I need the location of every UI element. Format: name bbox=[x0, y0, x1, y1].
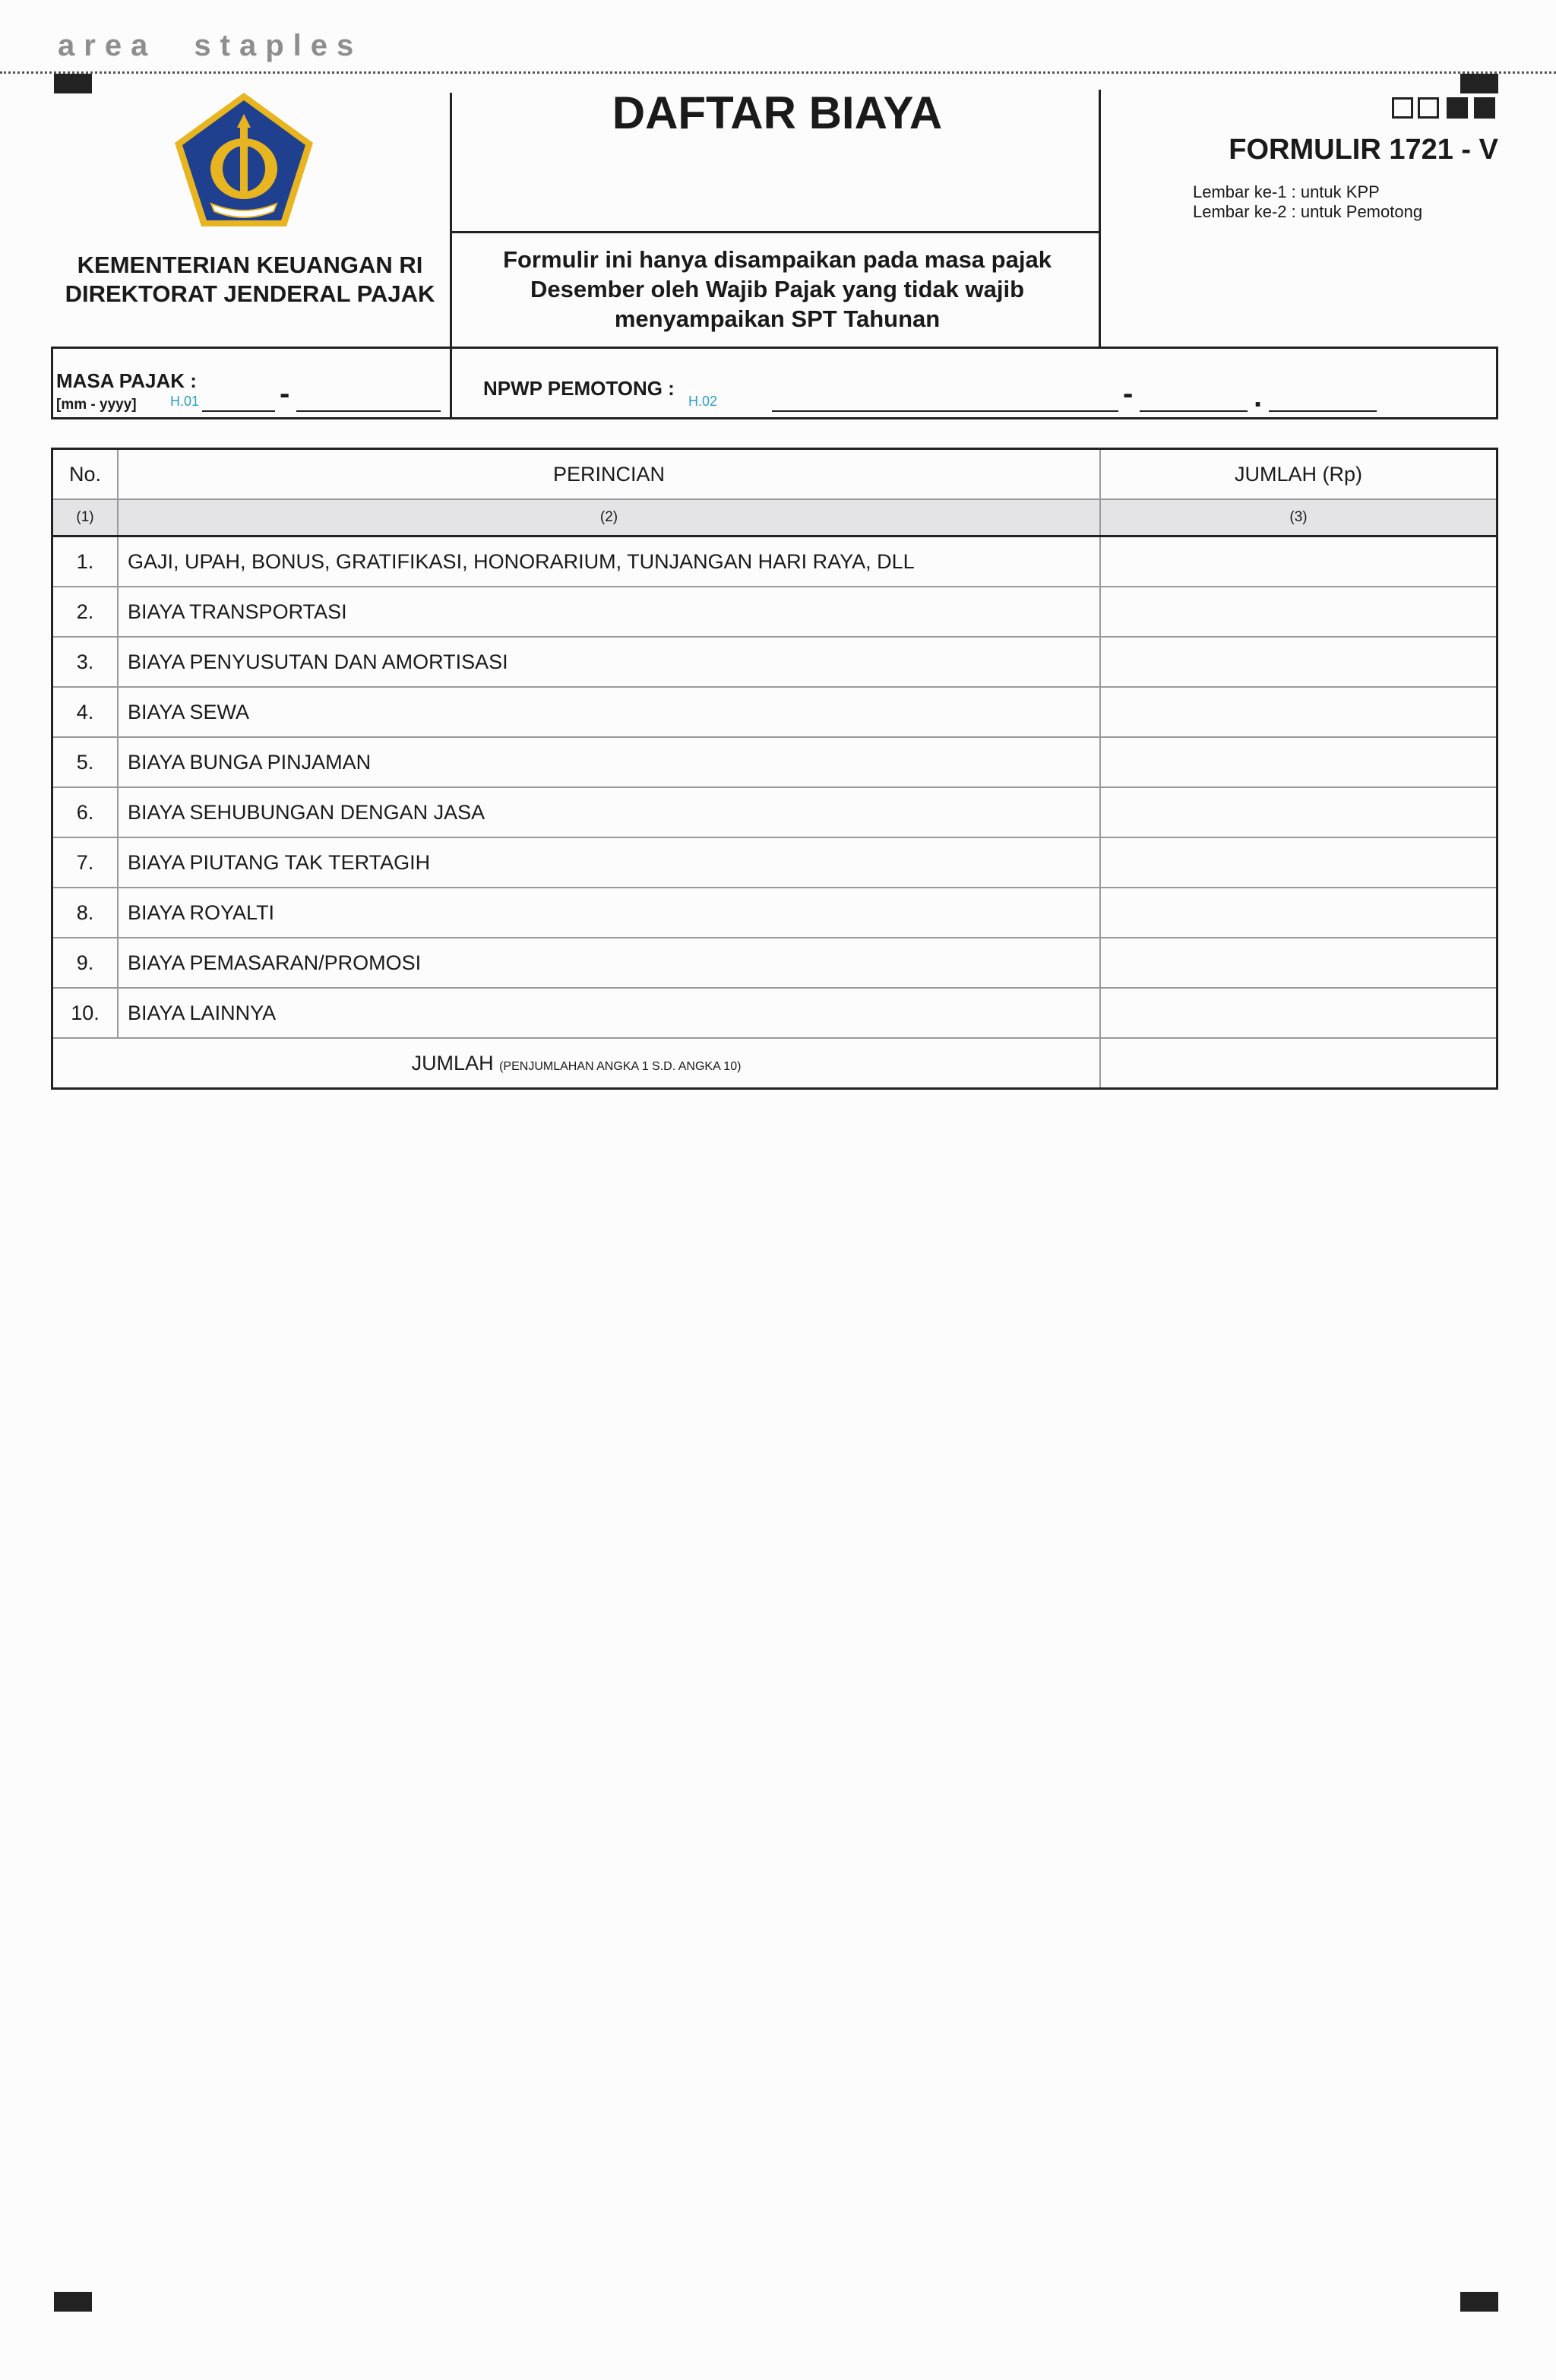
sheet-2-note: Lembar ke-2 : untuk Pemotong bbox=[1193, 202, 1423, 221]
subheader-3: (3) bbox=[1100, 499, 1497, 536]
row-description: BIAYA LAINNYA bbox=[118, 988, 1100, 1038]
row-description: BIAYA TRANSPORTASI bbox=[118, 587, 1100, 637]
row-description: BIAYA PENYUSUTAN DAN AMORTISASI bbox=[118, 637, 1100, 687]
row-number: 6. bbox=[52, 787, 119, 837]
row-amount-field[interactable] bbox=[1100, 637, 1497, 687]
row-number: 3. bbox=[52, 637, 119, 687]
header-no: No. bbox=[52, 449, 119, 500]
row-amount-field[interactable] bbox=[1100, 988, 1497, 1038]
row-description: BIAYA BUNGA PINJAMAN bbox=[118, 737, 1100, 787]
row-amount-field[interactable] bbox=[1100, 787, 1497, 837]
total-label-cell bbox=[52, 1038, 1101, 1089]
row-description: GAJI, UPAH, BONUS, GRATIFIKASI, HONORARIUM, TUNJANGAN HARI RAYA, DLL bbox=[118, 536, 1100, 587]
row-amount-field[interactable] bbox=[1100, 587, 1497, 637]
table-row bbox=[52, 787, 1497, 837]
table-subheader-row bbox=[52, 499, 1497, 536]
note-line-1: Formulir ini hanya disampaikan pada masa pajak bbox=[503, 246, 1052, 273]
masa-pajak-label: MASA PAJAK : bbox=[56, 369, 197, 392]
row-amount-field[interactable] bbox=[1100, 837, 1497, 888]
filled-box-icon bbox=[1447, 97, 1468, 119]
row-number: 1. bbox=[52, 536, 119, 587]
row-description: BIAYA PEMASARAN/PROMOSI bbox=[118, 938, 1100, 988]
table-row bbox=[52, 536, 1497, 587]
npwp-branch-field[interactable] bbox=[1140, 410, 1248, 412]
header-divider-left bbox=[450, 93, 452, 348]
field-code-h02: H.02 bbox=[688, 394, 718, 409]
row-amount-field[interactable] bbox=[1100, 687, 1497, 737]
masa-pajak-month-field[interactable] bbox=[202, 410, 275, 412]
ministry-line-2: DIREKTORAT JENDERAL PAJAK bbox=[65, 280, 435, 307]
ministry-line-1: KEMENTERIAN KEUANGAN RI bbox=[77, 252, 423, 278]
note-line-2: Desember oleh Wajib Pajak yang tidak wajib bbox=[530, 276, 1025, 302]
subheader-1: (1) bbox=[52, 499, 119, 536]
form-code: FORMULIR 1721 - V bbox=[1229, 134, 1498, 166]
npwp-number-field[interactable] bbox=[772, 410, 1118, 412]
row-number: 9. bbox=[52, 938, 119, 988]
row-amount-field[interactable] bbox=[1100, 737, 1497, 787]
total-label: JUMLAH bbox=[411, 1051, 494, 1074]
table-header-row bbox=[52, 449, 1497, 500]
subheader-2: (2) bbox=[118, 499, 1100, 536]
staples-dotted-line bbox=[0, 71, 1556, 74]
ministry-logo bbox=[172, 90, 316, 229]
table-row bbox=[52, 687, 1497, 737]
registration-mark-bottom-left bbox=[54, 2292, 92, 2312]
header-jumlah: JUMLAH (Rp) bbox=[1100, 449, 1497, 500]
npwp-separator: - bbox=[1123, 377, 1134, 410]
table-total-row bbox=[52, 1038, 1497, 1089]
tax-period-npwp-frame bbox=[51, 347, 1498, 419]
form-title: DAFTAR BIAYA bbox=[612, 87, 943, 138]
header-divider-right bbox=[1099, 90, 1101, 348]
row-number: 7. bbox=[52, 837, 119, 888]
row-number: 10. bbox=[52, 988, 119, 1038]
masa-pajak-year-field[interactable] bbox=[296, 410, 441, 412]
expense-table bbox=[51, 448, 1498, 1090]
row-amount-field[interactable] bbox=[1100, 536, 1497, 587]
total-note: (PENJUMLAHAN ANGKA 1 S.D. ANGKA 10) bbox=[499, 1059, 742, 1073]
row-description: BIAYA SEWA bbox=[118, 687, 1100, 737]
row-amount-field[interactable] bbox=[1100, 888, 1497, 938]
submission-note bbox=[456, 245, 1099, 334]
masa-pajak-format: [mm - yyyy] bbox=[56, 397, 137, 413]
filled-box-icon bbox=[1474, 97, 1495, 119]
table-row bbox=[52, 888, 1497, 938]
table-row bbox=[52, 938, 1497, 988]
row-amount-field[interactable] bbox=[1100, 938, 1497, 988]
row-number: 2. bbox=[52, 587, 119, 637]
npwp-label: NPWP PEMOTONG : bbox=[483, 377, 675, 400]
masa-pajak-separator: - bbox=[280, 377, 290, 410]
staples-area-label: area staples bbox=[58, 29, 363, 62]
sheet-1-note: Lembar ke-1 : untuk KPP bbox=[1193, 182, 1380, 201]
ministry-name bbox=[50, 251, 450, 309]
row-number: 4. bbox=[52, 687, 119, 737]
registration-mark-top-left bbox=[54, 74, 92, 93]
registration-mark-bottom-right bbox=[1460, 2292, 1498, 2312]
npwp-suffix-field[interactable] bbox=[1269, 410, 1377, 412]
empty-box-icon bbox=[1418, 97, 1439, 119]
title-divider bbox=[450, 231, 1101, 233]
total-amount-field[interactable] bbox=[1100, 1038, 1497, 1089]
row-description: BIAYA SEHUBUNGAN DENGAN JASA bbox=[118, 787, 1100, 837]
npwp-dot: . bbox=[1254, 380, 1263, 413]
field-code-h01: H.01 bbox=[170, 394, 200, 409]
row-number: 5. bbox=[52, 737, 119, 787]
table-row bbox=[52, 737, 1497, 787]
empty-box-icon bbox=[1392, 97, 1413, 119]
row-divider bbox=[450, 347, 452, 419]
table-row bbox=[52, 637, 1497, 687]
note-line-3: menyampaikan SPT Tahunan bbox=[614, 305, 941, 332]
registration-mark-top-right bbox=[1460, 74, 1498, 93]
table-row bbox=[52, 988, 1497, 1038]
row-number: 8. bbox=[52, 888, 119, 938]
header-perincian: PERINCIAN bbox=[118, 449, 1100, 500]
table-row bbox=[52, 837, 1497, 888]
row-description: BIAYA PIUTANG TAK TERTAGIH bbox=[118, 837, 1100, 888]
table-row bbox=[52, 587, 1497, 637]
row-description: BIAYA ROYALTI bbox=[118, 888, 1100, 938]
